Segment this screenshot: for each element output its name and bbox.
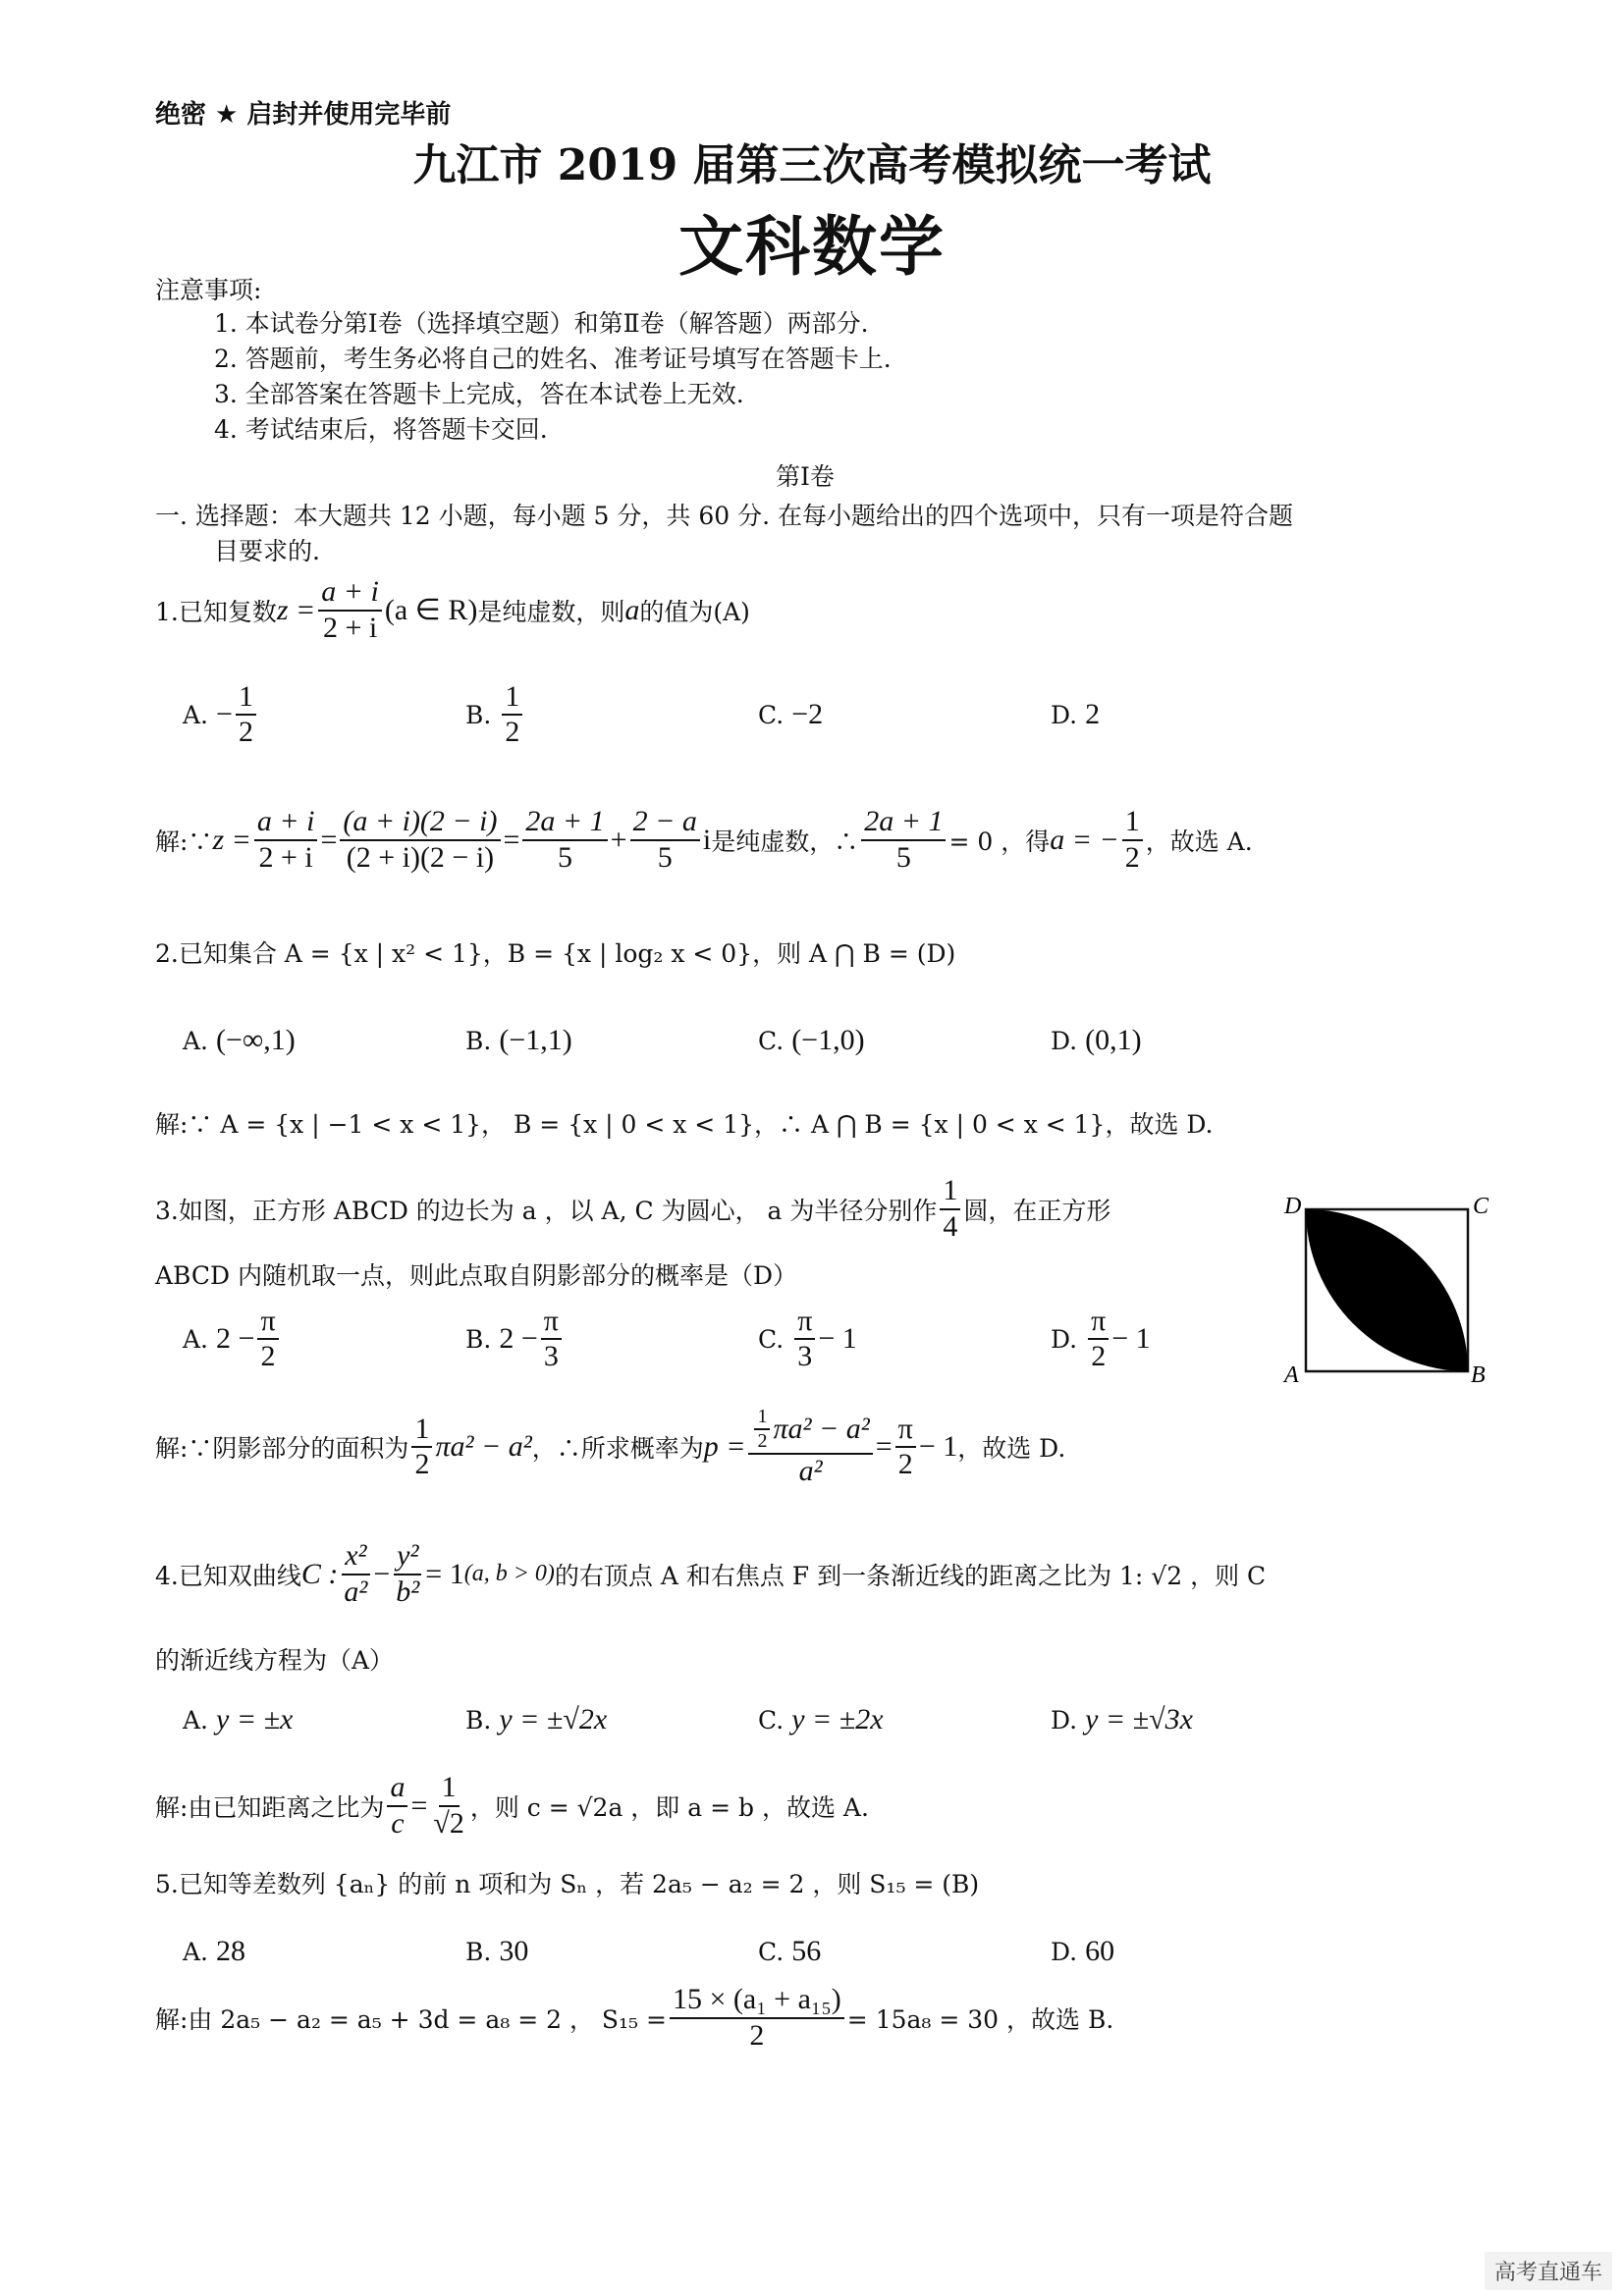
solution-lead: 解:由已知距离之比为: [155, 1792, 385, 1822]
note-item: 3. 全部答案在答题卡上完成，答在本试卷上无效.: [214, 380, 744, 408]
question-2: 2.已知集合 A = {x | x² < 1}，B = {x | log₂ x < 0}，则 A ⋂ B = (D): [155, 939, 956, 968]
sol-den: 2: [1124, 840, 1140, 874]
option-value: y = ±√3x: [1085, 1703, 1193, 1735]
sol-den: 2: [757, 1430, 768, 1452]
q1-den: 2 + i: [322, 611, 378, 644]
sol-half: [754, 1406, 770, 1453]
q4-cond: (a, b > 0): [463, 1561, 555, 1586]
option-label: A.: [183, 1324, 209, 1354]
option-b[interactable]: [465, 1690, 607, 1749]
sol-p: p =: [703, 1430, 746, 1464]
option-b[interactable]: [465, 1922, 528, 1981]
note-item: 1. 本试卷分第Ⅰ卷（选择填空题）和第Ⅱ卷（解答题）两部分.: [214, 309, 869, 338]
option-num: π: [257, 1305, 278, 1341]
sol-num: 1: [439, 1771, 460, 1807]
q3-quarter-num: 1: [940, 1174, 960, 1210]
q4-minus: −: [373, 1557, 391, 1590]
sol-fraction: [895, 1413, 916, 1482]
option-value: 28: [216, 1935, 246, 1967]
sol-fraction: [387, 1771, 407, 1841]
q4-yn: y²: [394, 1539, 421, 1575]
sol-num: a: [387, 1771, 407, 1807]
option-label: A.: [183, 1026, 209, 1055]
option-value: y = ±x: [216, 1703, 294, 1735]
option-label: A.: [183, 700, 209, 729]
q3-options: [183, 1304, 1263, 1372]
option-post: − 1: [1111, 1322, 1151, 1355]
sol-den: c: [391, 1806, 405, 1840]
option-sign: −: [216, 698, 233, 730]
q4-prefix: 4.已知双曲线: [155, 1561, 301, 1590]
sol-z: z =: [212, 823, 251, 856]
q4-options: [183, 1690, 1577, 1749]
option-num: π: [1088, 1305, 1109, 1341]
q1-fraction: [318, 575, 382, 645]
q1-condition: (a ∈ R): [384, 594, 478, 626]
sol-fraction: [411, 1413, 432, 1482]
option-fraction: [541, 1305, 562, 1374]
option-d[interactable]: [1051, 1011, 1142, 1070]
q4-xn: x²: [342, 1539, 369, 1575]
option-value: (−1,0): [791, 1024, 865, 1056]
sol-eq: =: [410, 1789, 428, 1822]
sol-num: 2a + 1: [861, 805, 946, 841]
sol-post: − 1: [918, 1430, 958, 1464]
q4-x-fraction: [341, 1539, 370, 1609]
sol-num: 2a + 1: [522, 805, 607, 841]
sol-den: 5: [895, 840, 911, 874]
q3-quarter-den: 4: [943, 1209, 958, 1243]
q4-yd: b²: [396, 1575, 420, 1608]
option-fraction: [257, 1305, 278, 1374]
sol-eq0: = 0 ，得: [948, 827, 1051, 856]
sol-den: √2: [433, 1806, 464, 1840]
q3-line1: 3.如图，正方形 ABCD 的边长为 a ，以 A, C 为圆心， a 为半径分别作: [155, 1196, 938, 1225]
q5-solution: [155, 1983, 1113, 2053]
sol-mid: 是纯虚数，∴: [711, 827, 859, 856]
sol-fraction: [1122, 805, 1143, 875]
sol-end: ，故选 D.: [957, 1434, 1066, 1464]
option-label: D.: [1051, 1705, 1078, 1735]
option-num: 1: [236, 680, 256, 717]
notes-heading: 注意事项:: [155, 276, 262, 304]
option-value: −2: [791, 698, 824, 730]
option-den: 3: [797, 1340, 813, 1372]
option-c[interactable]: [758, 1922, 821, 1981]
sol-num: 2 − a: [630, 805, 700, 841]
option-value: 2: [1085, 698, 1101, 730]
option-label: B.: [465, 1937, 492, 1966]
sol-num: a + i: [254, 805, 318, 841]
option-label: C.: [758, 1705, 785, 1735]
option-label: C.: [758, 700, 785, 729]
option-a[interactable]: [183, 1304, 282, 1372]
option-c[interactable]: [758, 1011, 865, 1070]
q4-xd: a²: [344, 1575, 368, 1608]
option-a[interactable]: [183, 1690, 293, 1749]
option-a[interactable]: [183, 679, 259, 748]
option-a[interactable]: [183, 1922, 245, 1981]
sol-fraction: [430, 1771, 466, 1841]
option-label: B.: [465, 1026, 492, 1055]
square-quarter-circles-figure: [1276, 1188, 1502, 1384]
option-value: (0,1): [1085, 1024, 1142, 1056]
q5-options: [183, 1922, 1577, 1981]
q1-suffix: 是纯虚数，则: [477, 597, 625, 626]
sol-compound-num: [748, 1406, 872, 1455]
sol-mid: ，∴所求概率为: [531, 1434, 704, 1464]
option-b[interactable]: [465, 679, 525, 748]
sol-i: i: [702, 823, 712, 856]
q4-suffix: 的右顶点 A 和右焦点 F 到一条渐近线的距离之比为 1: √2 ，则 C: [554, 1561, 1267, 1590]
option-value: 56: [791, 1935, 822, 1967]
sol-fraction: [340, 805, 500, 875]
option-d[interactable]: [1051, 1690, 1193, 1749]
sol-num: 1: [1122, 805, 1143, 841]
q4-solution: [155, 1771, 869, 1841]
q3-line1-end: 圆，在正方形: [963, 1196, 1111, 1225]
q2-options: [183, 1011, 1577, 1070]
vertex-c-label: C: [1473, 1194, 1489, 1219]
option-d[interactable]: [1051, 685, 1100, 744]
option-label: B.: [465, 1324, 492, 1354]
sol-a: a = −: [1050, 823, 1119, 856]
option-label: C.: [758, 1324, 785, 1354]
option-label: C.: [758, 1026, 785, 1055]
option-num: π: [794, 1305, 815, 1341]
option-fraction: [236, 680, 256, 750]
sol-num: π: [895, 1413, 916, 1449]
sol-den: 2: [749, 2018, 765, 2052]
sol-fraction: [254, 805, 318, 875]
option-label: A.: [183, 1705, 209, 1735]
option-fraction: [502, 680, 522, 750]
option-c[interactable]: [758, 685, 823, 744]
solution-lead: 解:∵阴影部分的面积为: [155, 1434, 409, 1464]
q3-solution: [155, 1406, 1065, 1489]
option-fraction: [794, 1305, 815, 1374]
q1-solution: 解:∵ z = $\frac{a + i}{2 + i}$ = $\frac{(a + i)(2 - i)}{(2 + i)(2 - i)}$ = $\frac{2a + 1}{5}$ + $\frac{2 - a}{5}$ i 是纯虚数，∴ $\frac{2a + 1}{5}$ = 0 ，得 a = − $\frac{1}{2}$ ，故选 A.: [155, 805, 1253, 874]
option-value: y = ±√2x: [499, 1703, 608, 1735]
note-item: 2. 答题前，考生务必将自己的姓名、准考证号填写在答题卡上.: [214, 345, 892, 373]
option-den: 3: [543, 1340, 559, 1372]
vertex-a-label: A: [1284, 1362, 1299, 1384]
sol-compound-fraction: [748, 1406, 872, 1489]
question-3: [155, 1174, 1110, 1244]
option-pre: 2 −: [216, 1322, 255, 1355]
section-intro: 一. 选择题：本大题共 12 小题，每小题 5 分，共 60 分. 在每小题给出的四个选项中，只有一项是符合题: [155, 502, 1294, 530]
q4-c: C :: [300, 1557, 339, 1590]
sol-fraction: [861, 805, 946, 875]
q1-options: [183, 679, 1577, 748]
sol-end: ，故选 A.: [1145, 827, 1253, 856]
sol-den: 5: [657, 840, 673, 874]
option-value: 30: [499, 1935, 529, 1967]
sol-den: 2 + i: [258, 840, 313, 874]
q1-tail: 的值为(A): [639, 597, 750, 626]
q2-solution: 解:∵ A = {x | −1 < x < 1}， B = {x | 0 < x < 1}，∴ A ⋂ B = {x | 0 < x < 1}，故选 D.: [155, 1110, 1214, 1139]
sol-inner: πa² − a²: [773, 1412, 870, 1445]
sol-eq: =: [875, 1430, 893, 1464]
option-label: D.: [1051, 1937, 1078, 1966]
option-d[interactable]: [1051, 1304, 1151, 1372]
sol-end: ，则 c = √2a ，即 a = b ，故选 A.: [469, 1792, 869, 1822]
option-value: (−∞,1): [216, 1024, 296, 1056]
option-den: 2: [1091, 1340, 1107, 1372]
option-b[interactable]: [465, 1011, 572, 1070]
option-post: − 1: [818, 1322, 857, 1355]
option-label: D.: [1051, 700, 1078, 729]
vertex-d-label: D: [1284, 1194, 1302, 1219]
q4-y-fraction: [393, 1539, 422, 1609]
sol-area: πa² − a²: [435, 1430, 532, 1464]
sol-fraction: [630, 805, 700, 875]
sol-num: 15 × (a₁ + a₁₅): [670, 1983, 844, 2019]
option-label: A.: [183, 1937, 209, 1966]
option-label: B.: [465, 700, 492, 729]
vertex-b-label: B: [1471, 1362, 1486, 1384]
sol-den: a²: [798, 1455, 823, 1487]
sol-plus: +: [610, 823, 627, 856]
q1-num: a + i: [318, 575, 382, 612]
option-value: 60: [1085, 1935, 1115, 1967]
volume-heading: 第Ⅰ卷: [776, 462, 835, 491]
exam-subject: 文科数学: [678, 208, 946, 285]
question-1: [155, 575, 750, 645]
confidential-label: 绝密 ★ 启封并使用完毕前: [155, 100, 452, 130]
option-value: (−1,1): [499, 1024, 572, 1056]
option-fraction: [1088, 1305, 1109, 1374]
option-den: 2: [238, 716, 253, 748]
sol-fraction: [670, 1983, 844, 2053]
note-item: 4. 考试结束后，将答题卡交回.: [214, 415, 548, 444]
option-a[interactable]: [183, 1011, 296, 1070]
sol-fraction: [522, 805, 607, 875]
option-den: 2: [505, 716, 520, 748]
option-den: 2: [260, 1340, 276, 1372]
q1-var: a: [624, 593, 640, 626]
question-4: [155, 1539, 1266, 1609]
q3-line2: ABCD 内随机取一点，则此点取自阴影部分的概率是（D）: [155, 1261, 798, 1290]
watermark-badge: 高考直通车: [1485, 2252, 1612, 2290]
shaded-lens: [1306, 1209, 1468, 1371]
option-b[interactable]: [465, 1304, 565, 1372]
sol-den: 2: [414, 1448, 430, 1481]
solution-lead: 解:由 2a₅ − a₂ = a₅ + 3d = a₈ = 2 ， S₁₅ =: [155, 2004, 667, 2034]
option-label: B.: [465, 1705, 492, 1735]
option-pre: 2 −: [499, 1322, 538, 1355]
q1-prefix: 1.已知复数: [155, 597, 277, 626]
exam-title: 九江市 2019 届第三次高考模拟统一考试: [412, 140, 1212, 190]
sol-end: = 15a₈ = 30 ，故选 B.: [846, 2004, 1114, 2034]
option-num: 1: [502, 680, 522, 717]
option-c[interactable]: [758, 1304, 857, 1372]
q1-z: z =: [276, 593, 316, 626]
option-label: C.: [758, 1937, 785, 1966]
option-label: D.: [1051, 1324, 1078, 1354]
sol-num: (a + i)(2 − i): [340, 805, 500, 841]
q4-eq: = 1: [425, 1557, 464, 1590]
option-num: π: [541, 1305, 562, 1341]
sol-num: 1: [411, 1413, 432, 1449]
q3-quarter: [940, 1174, 960, 1244]
solution-lead: 解:∵: [155, 827, 213, 856]
option-label: D.: [1051, 1026, 1078, 1055]
question-5: 5.已知等差数列 {aₙ} 的前 n 项和为 Sₙ ，若 2a₅ − a₂ = 2 ，则 S₁₅ = (B): [155, 1870, 980, 1898]
section-intro-cont: 目要求的.: [214, 537, 320, 565]
q4-line2: 的渐近线方程为（A）: [155, 1646, 395, 1675]
option-value: y = ±2x: [791, 1703, 884, 1735]
option-c[interactable]: [758, 1690, 884, 1749]
sol-den: 5: [558, 840, 573, 874]
sol-num: 1: [754, 1406, 770, 1430]
option-d[interactable]: [1051, 1922, 1114, 1981]
sol-den: (2 + i)(2 − i): [346, 840, 495, 874]
sol-den: 2: [897, 1448, 913, 1481]
